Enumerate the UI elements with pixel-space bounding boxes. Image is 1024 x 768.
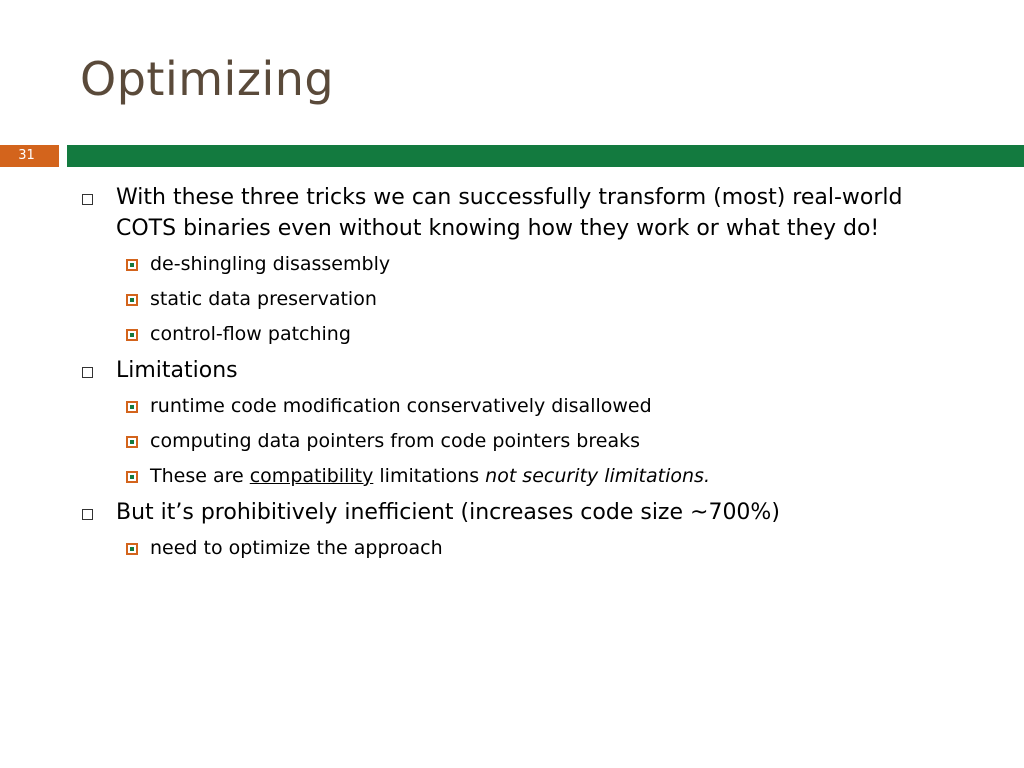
slide-number: 31 (18, 148, 35, 163)
sub-bullet-list (78, 534, 958, 562)
sub-bullet-item (78, 392, 958, 420)
sub-bullet-item (78, 427, 958, 455)
sub-bullet-text: need to optimize the approach (150, 537, 443, 559)
sub-bullet-text: de-shingling disassembly (150, 253, 391, 275)
sub-bullet-list (78, 250, 958, 348)
slide-content (78, 182, 958, 569)
square-bullet-icon (126, 259, 138, 271)
square-bullet-icon (126, 471, 138, 483)
bullet-text: But it’s prohibitively inefficient (increases code size ~700%) (116, 500, 780, 525)
sub-bullet-text: static data preservation (150, 288, 377, 310)
sub-bullet-item (78, 462, 958, 490)
bullet-text: With these three tricks we can successfully transform (most) real-world COTS binaries even without knowing how they work or what they do! (116, 185, 903, 241)
square-bullet-icon (126, 294, 138, 306)
sub-bullet-text-middle: limitations (373, 465, 486, 487)
sub-bullet-item (78, 285, 958, 313)
square-bullet-icon (126, 401, 138, 413)
underlined-word: compatibility (249, 465, 374, 487)
header-bar (67, 145, 1024, 167)
sub-bullet-text: runtime code modification conservatively disallowed (150, 395, 652, 417)
bullet-item (78, 497, 958, 528)
bullet-text: Limitations (116, 358, 238, 383)
hollow-square-bullet-icon (82, 509, 93, 520)
slide-title: Optimizing (80, 52, 335, 106)
bullet-item (78, 355, 958, 386)
sub-bullet-list (78, 392, 958, 490)
sub-bullet-item (78, 250, 958, 278)
square-bullet-icon (126, 436, 138, 448)
slide-number-badge (0, 145, 59, 167)
italic-phrase: not security limitations. (485, 465, 710, 487)
sub-bullet-item (78, 534, 958, 562)
square-bullet-icon (126, 329, 138, 341)
sub-bullet-text-prefix: These are (150, 465, 250, 487)
sub-bullet-item (78, 320, 958, 348)
hollow-square-bullet-icon (82, 194, 93, 205)
hollow-square-bullet-icon (82, 367, 93, 378)
sub-bullet-text: computing data pointers from code pointers breaks (150, 430, 640, 452)
square-bullet-icon (126, 543, 138, 555)
sub-bullet-text: control-flow patching (150, 323, 351, 345)
bullet-item (78, 182, 958, 244)
